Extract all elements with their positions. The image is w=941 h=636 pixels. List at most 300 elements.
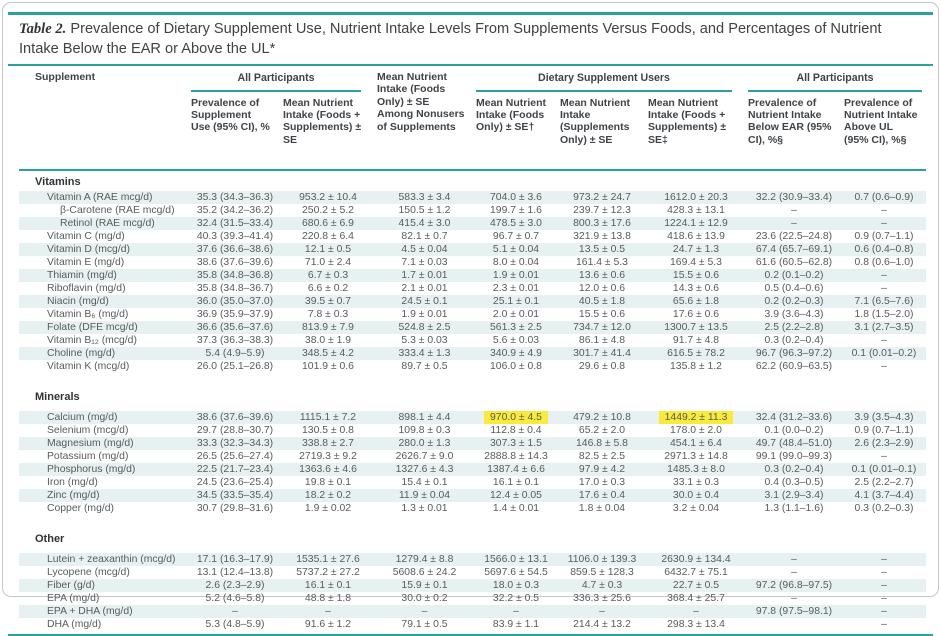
supplement-label: Zinc (mg/d) (19, 489, 189, 502)
value-cell: 22.5 (21.7–23.4) (189, 463, 281, 476)
supplement-label: Fiber (g/d) (19, 579, 189, 592)
value-cell: 250.2 ± 5.2 (302, 204, 354, 216)
value-cell: 34.5 (33.5–35.4) (189, 489, 281, 502)
value-cell: 2.5 (2.2–2.7) (854, 476, 914, 488)
table-row (19, 282, 926, 295)
value-cell: 338.8 ± 2.7 (281, 437, 375, 450)
supplement-label: DHA (mg/d) (47, 618, 102, 630)
value-cell: 0.9 (0.7–1.1) (854, 230, 914, 242)
value-cell: 1387.4 ± 6.6 (474, 463, 558, 476)
value-cell: 11.9 ± 0.04 (375, 489, 474, 502)
value-cell: 67.4 (65.7–69.1) (746, 243, 842, 256)
value-cell: 0.7 (0.6–0.9) (842, 191, 926, 204)
value-cell: 24.5 ± 0.1 (375, 295, 474, 308)
col-header-above-ul: Prevalence of Nutrient Intake Above UL (95% CI), %§ (842, 92, 926, 170)
value-cell: 3.9 (3.6–4.3) (764, 308, 824, 320)
group-dietary-supplement-users (474, 66, 746, 92)
supplement-label: Copper (mg/d) (47, 502, 114, 514)
value-cell: 3.1 (2.7–3.5) (842, 321, 926, 334)
value-cell: 83.9 ± 1.1 (492, 618, 540, 630)
value-cell: – (881, 360, 887, 372)
value-cell: 953.2 ± 10.4 (281, 191, 375, 204)
value-cell: 82.1 ± 0.7 (401, 230, 448, 242)
value-cell: 36.0 (35.0–37.0) (189, 295, 281, 308)
supplement-label: Folate (DFE mcg/d) (19, 321, 189, 334)
value-cell: 109.8 ± 0.3 (398, 424, 451, 436)
value-cell: 106.0 ± 0.8 (490, 360, 542, 372)
value-cell: 30.0 ± 0.4 (646, 489, 746, 502)
group-header-row (19, 66, 926, 92)
value-cell: 3.9 (3.5–4.3) (842, 411, 926, 424)
value-cell: 1.4 ± 0.01 (492, 502, 540, 514)
value-cell: 161.4 ± 5.3 (576, 256, 628, 268)
value-cell: 7.1 (6.5–7.6) (842, 295, 926, 308)
value-cell: 65.2 ± 2.0 (578, 424, 626, 436)
value-cell: 0.3 (0.2–0.4) (764, 334, 824, 346)
table-row (19, 553, 926, 566)
value-cell: 348.5 ± 4.2 (281, 347, 375, 360)
value-cell: 454.1 ± 6.4 (646, 437, 746, 450)
value-cell: 1.9 ± 0.01 (474, 269, 558, 282)
value-cell: 298.3 ± 13.4 (667, 618, 725, 630)
table-row (19, 437, 926, 450)
table-row (19, 230, 926, 243)
value-cell: 2.5 (2.2–2.8) (746, 321, 842, 334)
value-cell: 0.3 (0.2–0.4) (746, 463, 842, 476)
value-cell: – (375, 605, 474, 618)
value-cell: 12.1 ± 0.5 (281, 243, 375, 256)
value-cell: 130.5 ± 0.8 (302, 424, 354, 436)
section-header-row (19, 515, 926, 553)
table-row (19, 463, 926, 476)
supplement-label: β-Carotene (RAE mcg/d) (60, 204, 175, 216)
value-cell: 97.2 (96.8–97.5) (746, 579, 842, 592)
table-row (19, 321, 926, 334)
value-cell: 280.0 ± 1.3 (375, 437, 474, 450)
value-cell: – (474, 605, 558, 618)
value-cell: – (842, 579, 926, 592)
value-cell: 0.5 (0.4–0.6) (764, 282, 824, 294)
value-cell: 428.3 ± 13.1 (667, 204, 725, 216)
value-cell: 135.8 ± 1.2 (670, 360, 722, 372)
value-cell: 415.4 ± 3.0 (375, 217, 474, 230)
table-row (19, 618, 926, 631)
value-cell: 1.9 ± 0.01 (401, 308, 448, 320)
value-cell: 18.0 ± 0.3 (474, 579, 558, 592)
value-cell: – (646, 605, 746, 618)
value-cell: 35.2 (34.2–36.2) (196, 204, 274, 216)
value-cell: 112.8 ± 0.4 (490, 424, 542, 436)
value-cell: 19.8 ± 0.1 (304, 476, 352, 488)
section-other (19, 515, 926, 631)
value-cell: – (746, 553, 842, 566)
value-cell: 2.0 ± 0.01 (492, 308, 540, 320)
value-cell: 38.6 (37.6–39.6) (196, 256, 274, 268)
value-cell: 301.7 ± 41.4 (558, 347, 646, 360)
value-cell: 17.1 (16.3–17.9) (189, 553, 281, 566)
value-cell: 97.8 (97.5–98.1) (746, 605, 842, 618)
value-cell: 62.2 (60.9–63.5) (755, 360, 833, 372)
value-cell: 29.7 (28.8–30.7) (196, 424, 274, 436)
value-cell: 35.8 (34.8–36.8) (189, 269, 281, 282)
supplement-label: Selenium (mcg/d) (47, 424, 129, 436)
col-header-users-foods-supplements: Mean Nutrient Intake (Foods + Supplements) ± SE‡ (646, 92, 746, 170)
value-cell: 33.1 ± 0.3 (672, 476, 720, 488)
value-cell: 2.3 ± 0.01 (492, 282, 540, 294)
value-cell: 26.0 (25.1–26.8) (196, 360, 274, 372)
value-cell: 321.9 ± 13.8 (573, 230, 631, 242)
value-cell: 18.2 ± 0.2 (281, 489, 375, 502)
value-cell: 16.1 ± 0.1 (492, 476, 540, 488)
section-title: Other (19, 515, 926, 553)
value-cell: – (881, 282, 887, 294)
supplement-label: Vitamin E (mg/d) (47, 256, 125, 268)
value-cell: 1.3 ± 0.01 (401, 502, 448, 514)
value-cell: 1224.1 ± 12.9 (646, 217, 746, 230)
value-cell: 2719.3 ± 9.2 (299, 450, 357, 462)
value-cell: 4.1 (3.7–4.4) (842, 489, 926, 502)
value-cell: – (791, 592, 797, 604)
value-cell: 5.3 ± 0.03 (401, 334, 448, 346)
value-cell: 1612.0 ± 20.3 (646, 191, 746, 204)
group-all-participants-left (189, 66, 375, 92)
value-cell: 32.2 (30.9–33.4) (746, 191, 842, 204)
value-cell: 89.7 ± 0.5 (401, 360, 448, 372)
supplement-label: Vitamin B₁₂ (mcg/d) (47, 334, 137, 346)
value-cell: 37.3 (36.3–38.3) (196, 334, 274, 346)
value-cell: 30.7 (29.8–31.6) (196, 502, 274, 514)
value-cell: 49.7 (48.4–51.0) (746, 437, 842, 450)
value-cell: 16.1 ± 0.1 (281, 579, 375, 592)
supplement-label: Vitamin B₆ (mg/d) (47, 308, 129, 320)
value-cell: 17.6 ± 0.4 (558, 489, 646, 502)
value-cell: 5608.6 ± 24.2 (392, 566, 457, 578)
value-cell: 71.0 ± 2.4 (304, 256, 352, 268)
value-cell: 1106.0 ± 139.3 (558, 553, 646, 566)
value-cell: 2626.7 ± 9.0 (395, 450, 454, 462)
value-cell: 2.1 ± 0.01 (401, 282, 448, 294)
supplement-label: Iron (mg/d) (47, 476, 98, 488)
value-cell: 1279.4 ± 8.8 (375, 553, 474, 566)
value-cell: 1.8 (1.5–2.0) (854, 308, 914, 320)
value-cell: – (791, 204, 797, 216)
group-all-participants-right (746, 66, 926, 92)
value-cell: 15.4 ± 0.1 (401, 476, 448, 488)
value-cell: 38.6 (37.6–39.6) (189, 411, 281, 424)
value-cell: 561.3 ± 2.5 (474, 321, 558, 334)
value-cell: 96.7 ± 0.7 (492, 230, 540, 242)
value-cell: 36.9 (35.9–37.9) (196, 308, 274, 320)
value-cell: 1115.1 ± 7.2 (281, 411, 375, 424)
value-cell: 0.3 (0.2–0.3) (854, 502, 914, 514)
table-row (19, 411, 926, 424)
value-cell: 91.6 ± 1.2 (304, 618, 352, 630)
value-cell: 307.3 ± 1.5 (474, 437, 558, 450)
value-cell: 2888.8 ± 14.3 (484, 450, 548, 462)
table-row (19, 269, 926, 282)
value-cell: 35.3 (34.3–36.3) (189, 191, 281, 204)
value-cell: – (746, 217, 842, 230)
value-cell: 178.0 ± 2.0 (670, 424, 722, 436)
supplement-label: Vitamin D (mcg/d) (19, 243, 189, 256)
value-cell: 239.7 ± 12.3 (573, 204, 631, 216)
table-title-text: Prevalence of Dietary Supplement Use, Nutrient Intake Levels From Supplements Versus Foods, and Percentages of Nutrient Intake Below the EAR or Above the UL* (19, 21, 882, 57)
value-cell: 3.1 (2.9–3.4) (746, 489, 842, 502)
supplement-label: Lutein + zeaxanthin (mcg/d) (19, 553, 189, 566)
value-cell: 0.8 (0.6–1.0) (854, 256, 914, 268)
value-cell: 680.6 ± 6.9 (281, 217, 375, 230)
value-cell: 40.5 ± 1.8 (558, 295, 646, 308)
value-cell: – (842, 217, 926, 230)
value-cell: 96.7 (96.3–97.2) (746, 347, 842, 360)
value-cell: 8.0 ± 0.04 (492, 256, 540, 268)
highlight-mark: 970.0 ± 4.5 (484, 411, 548, 424)
value-cell: 6.7 ± 0.3 (281, 269, 375, 282)
table-row (19, 476, 926, 489)
bottom-rule (8, 634, 933, 636)
value-cell: 29.6 ± 0.8 (578, 360, 626, 372)
supplement-label: Vitamin K (mcg/d) (47, 360, 130, 372)
table-title (3, 15, 938, 64)
value-cell: 14.3 ± 0.6 (672, 282, 720, 294)
value-cell: 5737.2 ± 27.2 (296, 566, 360, 578)
value-cell: 800.3 ± 17.6 (558, 217, 646, 230)
section-vitamins (19, 170, 926, 373)
value-cell: 478.5 ± 3.0 (474, 217, 558, 230)
value-cell: 32.4 (31.5–33.4) (189, 217, 281, 230)
value-cell: 418.6 ± 13.9 (667, 230, 725, 242)
value-cell: 12.4 ± 0.05 (474, 489, 558, 502)
value-cell: 61.6 (60.5–62.8) (755, 256, 833, 268)
value-cell: 704.0 ± 3.6 (474, 191, 558, 204)
supplement-label: Phosphorus (mg/d) (19, 463, 189, 476)
value-cell: 7.8 ± 0.3 (307, 308, 349, 320)
value-cell: 4.5 ± 0.04 (375, 243, 474, 256)
value-cell: 79.1 ± 0.5 (401, 618, 448, 630)
value-cell: 82.5 ± 2.5 (578, 450, 626, 462)
table-figure-card (2, 2, 939, 630)
section-title: Vitamins (19, 170, 926, 191)
value-cell: 39.5 ± 0.7 (281, 295, 375, 308)
value-cell: 12.0 ± 0.6 (578, 282, 626, 294)
value-cell: 7.1 ± 0.03 (401, 256, 448, 268)
table-row (19, 308, 926, 321)
value-cell: 0.1 (0.01–0.2) (842, 347, 926, 360)
value-cell: 1.3 (1.1–1.6) (764, 502, 824, 514)
value-cell: 24.7 ± 1.3 (646, 243, 746, 256)
value-cell: 40.3 (39.3–41.4) (196, 230, 274, 242)
value-cell: 17.6 ± 0.6 (672, 308, 720, 320)
supplement-label: Riboflavin (mg/d) (47, 282, 126, 294)
value-cell: 97.9 ± 4.2 (558, 463, 646, 476)
value-cell: 973.2 ± 24.7 (558, 191, 646, 204)
value-cell: 0.2 (0.1–0.2) (746, 269, 842, 282)
value-cell: 1300.7 ± 13.5 (646, 321, 746, 334)
value-cell (474, 411, 558, 424)
value-cell: 1.8 ± 0.04 (578, 502, 626, 514)
value-cell: 1535.1 ± 27.6 (281, 553, 375, 566)
value-cell: 35.8 (34.8–36.7) (196, 282, 274, 294)
value-cell: 146.8 ± 5.8 (558, 437, 646, 450)
col-header-nonusers: Mean Nutrient Intake (Foods Only) ± SE Among Nonusers of Supplements (375, 66, 474, 170)
value-cell: 1.7 ± 0.01 (375, 269, 474, 282)
value-cell: 1.9 ± 0.02 (304, 502, 352, 514)
value-cell: 5.4 (4.9–5.9) (189, 347, 281, 360)
group-all-participants-right-label: All Participants (748, 66, 922, 92)
value-cell: 340.9 ± 4.9 (474, 347, 558, 360)
supplement-label: Retinol (RAE mcg/d) (19, 217, 189, 230)
value-cell: 1363.6 ± 4.6 (281, 463, 375, 476)
value-cell: 32.4 (31.2–33.6) (746, 411, 842, 424)
value-cell: 813.9 ± 7.9 (281, 321, 375, 334)
table-row (19, 450, 926, 463)
value-cell: – (842, 553, 926, 566)
value-cell: – (842, 605, 926, 618)
supplement-label: Choline (mg/d) (19, 347, 189, 360)
col-header-users-foods-only: Mean Nutrient Intake (Foods Only) ± SE† (474, 92, 558, 170)
table-row (19, 295, 926, 308)
value-cell: 1327.6 ± 4.3 (375, 463, 474, 476)
table-row (19, 256, 926, 269)
value-cell: 6.6 ± 0.2 (307, 282, 349, 294)
table-row (19, 204, 926, 217)
value-cell: 13.6 ± 0.6 (558, 269, 646, 282)
table-row (19, 566, 926, 579)
value-cell (746, 618, 842, 631)
value-cell: 32.2 ± 0.5 (492, 592, 540, 604)
value-cell: 15.5 ± 0.6 (578, 308, 626, 320)
supplement-label: Niacin (mg/d) (19, 295, 189, 308)
value-cell: 0.9 (0.7–1.1) (854, 424, 914, 436)
table-row (19, 334, 926, 347)
value-cell: – (881, 592, 887, 604)
value-cell: 13.5 ± 0.5 (558, 243, 646, 256)
value-cell: – (281, 605, 375, 618)
value-cell: 524.8 ± 2.5 (375, 321, 474, 334)
value-cell: – (881, 334, 887, 346)
value-cell: 1566.0 ± 13.1 (474, 553, 558, 566)
supplement-label: Vitamin A (RAE mcg/d) (19, 191, 189, 204)
value-cell: 2630.9 ± 134.4 (646, 553, 746, 566)
supplement-label: Vitamin C (mg/d) (47, 230, 125, 242)
value-cell: 583.3 ± 3.4 (375, 191, 474, 204)
value-cell: 479.2 ± 10.8 (558, 411, 646, 424)
table-row (19, 424, 926, 437)
value-cell: 24.5 (23.6–25.4) (196, 476, 274, 488)
value-cell: 38.0 ± 1.9 (304, 334, 352, 346)
value-cell: – (558, 605, 646, 618)
value-cell: 0.6 (0.4–0.8) (842, 243, 926, 256)
table-row (19, 243, 926, 256)
value-cell: 734.7 ± 12.0 (558, 321, 646, 334)
value-cell: 15.5 ± 0.6 (646, 269, 746, 282)
value-cell: – (881, 450, 887, 462)
supplement-label: Calcium (mg/d) (19, 411, 189, 424)
value-cell: 4.7 ± 0.3 (558, 579, 646, 592)
value-cell: 13.1 (12.4–13.8) (196, 566, 274, 578)
col-header-mean-foods-supplements-all: Mean Nutrient Intake (Foods + Supplements) ± SE (281, 92, 375, 170)
value-cell: 37.6 (36.6–38.6) (189, 243, 281, 256)
value-cell: 368.4 ± 25.7 (667, 592, 725, 604)
value-cell: 36.6 (35.6–37.6) (189, 321, 281, 334)
col-header-supplement: Supplement (19, 66, 189, 170)
value-cell: 0.1 (0.01–0.1) (842, 463, 926, 476)
value-cell: 859.5 ± 128.3 (570, 566, 634, 578)
value-cell: 65.6 ± 1.8 (646, 295, 746, 308)
value-cell: 150.5 ± 1.2 (398, 204, 451, 216)
value-cell: 333.4 ± 1.3 (375, 347, 474, 360)
value-cell: 17.0 ± 0.3 (578, 476, 626, 488)
value-cell: 898.1 ± 4.4 (375, 411, 474, 424)
value-cell: 0.2 (0.2–0.3) (746, 295, 842, 308)
table-row (19, 347, 926, 360)
supplement-label: EPA (mg/d) (47, 592, 100, 604)
table-number-label: Table 2. (19, 21, 67, 37)
section-minerals (19, 373, 926, 515)
value-cell: 6432.7 ± 75.1 (664, 566, 728, 578)
group-all-participants-left-label: All Participants (191, 66, 361, 92)
supplement-label: Magnesium (mg/d) (19, 437, 189, 450)
value-cell: – (791, 566, 797, 578)
value-cell: 5.1 ± 0.04 (474, 243, 558, 256)
value-cell: 0.4 (0.3–0.5) (764, 476, 824, 488)
col-header-prevalence-use: Prevalence of Supplement Use (95% CI), % (189, 92, 281, 170)
value-cell: 0.1 (0.0–0.2) (764, 424, 824, 436)
value-cell: 48.8 ± 1.8 (304, 592, 352, 604)
table-row (19, 605, 926, 618)
section-header-row (19, 170, 926, 191)
value-cell: 22.7 ± 0.5 (646, 579, 746, 592)
value-cell: 33.3 (32.3–34.3) (189, 437, 281, 450)
supplement-table (19, 66, 926, 631)
value-cell: – (881, 566, 887, 578)
table-row (19, 360, 926, 373)
value-cell: 23.6 (22.5–24.8) (755, 230, 833, 242)
section-title: Minerals (19, 373, 926, 411)
value-cell: 30.0 ± 0.2 (401, 592, 448, 604)
value-cell: 199.7 ± 1.6 (490, 204, 542, 216)
supplement-label: Lycopene (mcg/d) (47, 566, 130, 578)
table-row (19, 592, 926, 605)
value-cell: 169.4 ± 5.3 (670, 256, 722, 268)
value-cell: 2971.3 ± 14.8 (664, 450, 728, 462)
value-cell: 86.1 ± 4.8 (578, 334, 626, 346)
table-row (19, 191, 926, 204)
value-cell: 99.1 (99.0–99.3) (755, 450, 833, 462)
value-cell: 220.8 ± 6.4 (302, 230, 354, 242)
value-cell: 26.5 (25.6–27.4) (196, 450, 274, 462)
value-cell: 214.4 ± 13.2 (573, 618, 631, 630)
value-cell: – (881, 618, 887, 630)
value-cell: 3.2 ± 0.04 (672, 502, 720, 514)
value-cell: 5.2 (4.6–5.8) (205, 592, 265, 604)
value-cell: 1485.3 ± 8.0 (646, 463, 746, 476)
value-cell: – (881, 204, 887, 216)
value-cell: 5697.6 ± 54.5 (484, 566, 548, 578)
value-cell: – (189, 605, 281, 618)
supplement-label: Thiamin (mg/d) (19, 269, 189, 282)
value-cell: 5.6 ± 0.03 (492, 334, 540, 346)
value-cell: – (842, 269, 926, 282)
col-header-users-supplements-only: Mean Nutrient Intake (Supplements Only) ± SE (558, 92, 646, 170)
table-row (19, 502, 926, 515)
value-cell: 101.9 ± 0.6 (302, 360, 354, 372)
table-row (19, 217, 926, 230)
value-cell: 2.6 (2.3–2.9) (842, 437, 926, 450)
value-cell: 616.5 ± 78.2 (646, 347, 746, 360)
col-header-below-ear: Prevalence of Nutrient Intake Below EAR (95% CI), %§ (746, 92, 842, 170)
value-cell: 25.1 ± 0.1 (474, 295, 558, 308)
